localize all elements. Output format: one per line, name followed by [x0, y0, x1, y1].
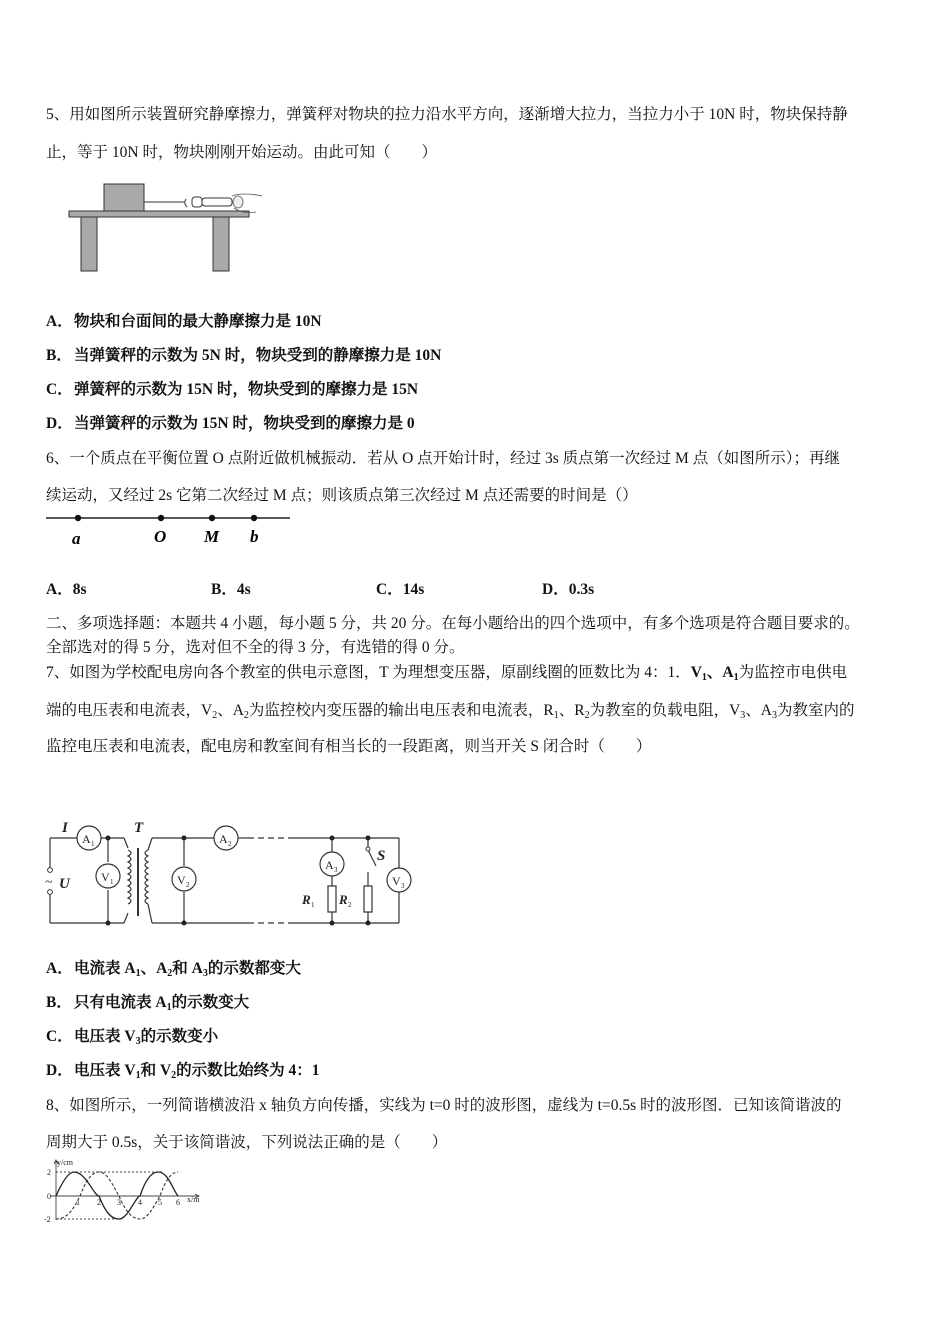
subscript: 1	[135, 968, 141, 979]
text: V	[690, 664, 702, 681]
y-tick-0: 0	[47, 1192, 51, 1201]
text: 、A	[217, 702, 244, 719]
voltmeter-v2-label: V	[177, 873, 186, 887]
q7-option-a[interactable]	[46, 956, 301, 978]
q7-stem-line2	[46, 698, 855, 720]
subscript: 2	[584, 710, 590, 721]
subscript: 1	[733, 672, 739, 683]
ammeter-a3-label: A	[325, 858, 334, 872]
option-text: 4s	[236, 581, 251, 598]
subscript: 1	[91, 840, 95, 848]
resistor-r1-label: R	[302, 892, 311, 907]
ac-source-tilde: ~	[45, 875, 53, 890]
text: 的示数都变大	[207, 960, 301, 977]
subscript: 2	[212, 710, 218, 721]
text: 、A	[140, 960, 168, 977]
subscript: 1	[701, 672, 707, 683]
q7-option-c[interactable]	[46, 1024, 218, 1046]
q5-option-d[interactable]	[46, 411, 415, 433]
subscript: 3	[135, 1036, 141, 1047]
option-label: D．	[46, 415, 73, 432]
text: 电压表 V	[74, 1028, 136, 1045]
option-label: C．	[46, 381, 73, 398]
q5-stem-line1: 5、用如图所示装置研究静摩擦力，弹簧秤对物块的拉力沿水平方向，逐渐增大拉力，当拉力小于 10N 时，物块保持静	[46, 106, 848, 123]
q5-option-b[interactable]	[46, 343, 441, 365]
q5-stem-line2: 止，等于 10N 时，物块刚刚开始运动。由此可知（ ）	[46, 144, 437, 161]
option-label: C．	[46, 1028, 73, 1045]
section2-instructions-line2: 全部选对的得 5 分，选对但不全的得 3 分，有选错的得 0 分。	[46, 639, 465, 656]
option-text: 8s	[72, 581, 87, 598]
q6-option-c[interactable]	[376, 577, 424, 599]
text: 电压表 V	[74, 1062, 136, 1079]
q7-option-b[interactable]	[46, 990, 249, 1012]
option-text: 当弹簧秤的示数为 15N 时，物块受到的摩擦力是 0	[74, 415, 415, 432]
x-axis-label: x/m	[187, 1195, 200, 1204]
q6-option-b[interactable]	[211, 577, 251, 599]
option-label: A．	[46, 581, 73, 598]
ammeter-a2-label: A	[219, 832, 228, 846]
y-tick-neg2: -2	[44, 1215, 51, 1224]
label-o: O	[154, 527, 167, 546]
x-tick-1: 1	[76, 1198, 80, 1207]
y-tick-2: 2	[47, 1168, 51, 1177]
subscript: 2	[186, 881, 190, 889]
text: 7、如图为学校配电房向各个教室的供电示意图，T 为理想变压器，原副线圈的匝数比为 4：1．	[46, 664, 691, 681]
subscript: 2	[243, 710, 249, 721]
text: 的示数变大	[171, 994, 250, 1011]
option-label: B．	[46, 347, 72, 364]
text: 端的电压表和电流表，V	[46, 702, 213, 719]
voltmeter-v3-label: V	[392, 874, 401, 888]
text: 和 A	[172, 960, 203, 977]
subscript: 1	[135, 1070, 141, 1081]
option-label: D．	[46, 1062, 73, 1079]
q5-option-c[interactable]	[46, 377, 418, 399]
subscript: 2	[228, 840, 232, 848]
subscript: 2	[348, 901, 352, 909]
resistor-r2-label: R	[339, 892, 348, 907]
q6-stem-line2: 续运动，又经过 2s 它第二次经过 M 点；则该质点第三次经过 M 点还需要的时间是（）	[46, 487, 638, 504]
q8-stem-line2: 周期大于 0.5s，关于该简谐波，下列说法正确的是（ ）	[46, 1134, 448, 1151]
text: 、R	[558, 702, 585, 719]
subscript: 3	[334, 866, 338, 874]
option-text: 14s	[402, 581, 425, 598]
text: 只有电流表 A	[74, 994, 167, 1011]
option-text: 弹簧秤的示数为 15N 时，物块受到的摩擦力是 15N	[74, 381, 419, 398]
subscript: 1	[166, 1002, 172, 1013]
option-label: D．	[542, 581, 569, 598]
x-tick-6: 6	[176, 1198, 180, 1207]
subscript: 3	[740, 710, 746, 721]
voltmeter-v1-label: V	[101, 870, 110, 884]
voltage-u-label: U	[59, 876, 70, 892]
q6-stem-line1: 6、一个质点在平衡位置 O 点附近做机械振动．若从 O 点开始计时，经过 3s 质点第一次经过 M 点（如图所示）；再继	[46, 450, 840, 467]
subscript: 1	[553, 710, 559, 721]
subscript: 3	[202, 968, 208, 979]
q7-circuit-diagram	[44, 816, 414, 932]
subscript: 3	[401, 882, 405, 890]
x-tick-5: 5	[158, 1198, 162, 1207]
label-a: a	[72, 529, 81, 548]
text: 为监控市电供电	[738, 664, 848, 681]
label-m: M	[204, 527, 220, 546]
q5-figure-table-block-spring-scale	[68, 182, 268, 274]
option-label: B．	[211, 581, 237, 598]
subscript: 2	[171, 1070, 177, 1081]
transformer-t-label: T	[134, 820, 144, 836]
ammeter-a1-label: A	[82, 832, 91, 846]
q8-wave-graph	[44, 1158, 209, 1226]
q6-option-d[interactable]	[542, 577, 594, 599]
x-tick-4: 4	[138, 1198, 142, 1207]
text: 和 V	[140, 1062, 172, 1079]
text: 的示数比始终为 4：1	[176, 1062, 320, 1079]
text: 为教室内的	[777, 702, 855, 719]
section2-instructions-line1: 二、多项选择题：本题共 4 小题，每小题 5 分，共 20 分。在每小题给出的四个选项中，有多个选项是符合题目要求的。	[46, 615, 860, 632]
switch-s-label: S	[377, 848, 386, 864]
option-label: C．	[376, 581, 403, 598]
option-label: A．	[46, 960, 73, 977]
subscript: 3	[772, 710, 777, 721]
subscript: 1	[311, 901, 315, 909]
x-tick-2: 2	[97, 1198, 101, 1207]
y-axis-label: y/cm	[57, 1158, 73, 1167]
q7-stem-line3: 监控电压表和电流表，配电房和教室间有相当长的一段距离，则当开关 S 闭合时（ ）	[46, 738, 652, 755]
option-text: 当弹簧秤的示数为 5N 时，物块受到的静摩擦力是 10N	[74, 347, 442, 364]
text: 、A	[745, 702, 772, 719]
q7-option-d[interactable]	[46, 1058, 320, 1080]
q8-stem-line1: 8、如图所示，一列简谐横波沿 x 轴负方向传播，实线为 t=0 时的波形图，虚线为 t=0.5s 时的波形图．已知该简谐波的	[46, 1097, 842, 1114]
option-text: 物块和台面间的最大静摩擦力是 10N	[74, 313, 322, 330]
label-b: b	[250, 527, 259, 546]
q5-option-a[interactable]	[46, 309, 322, 331]
subscript: 2	[167, 968, 173, 979]
q6-option-a[interactable]	[46, 577, 87, 599]
q6-figure-number-line	[46, 508, 291, 550]
text: 、A	[706, 664, 734, 681]
text: 电流表 A	[74, 960, 136, 977]
x-tick-3: 3	[117, 1198, 121, 1207]
option-text: 0.3s	[568, 581, 595, 598]
subscript: 1	[110, 878, 114, 886]
text: 为监控校内变压器的输出电压表和电流表，R	[248, 702, 554, 719]
text: 为教室的负载电阻，V	[589, 702, 741, 719]
option-label: A．	[46, 313, 73, 330]
option-label: B．	[46, 994, 72, 1011]
current-i-label: I	[62, 820, 68, 836]
q7-stem-line1	[46, 660, 847, 682]
text: 的示数变小	[140, 1028, 219, 1045]
